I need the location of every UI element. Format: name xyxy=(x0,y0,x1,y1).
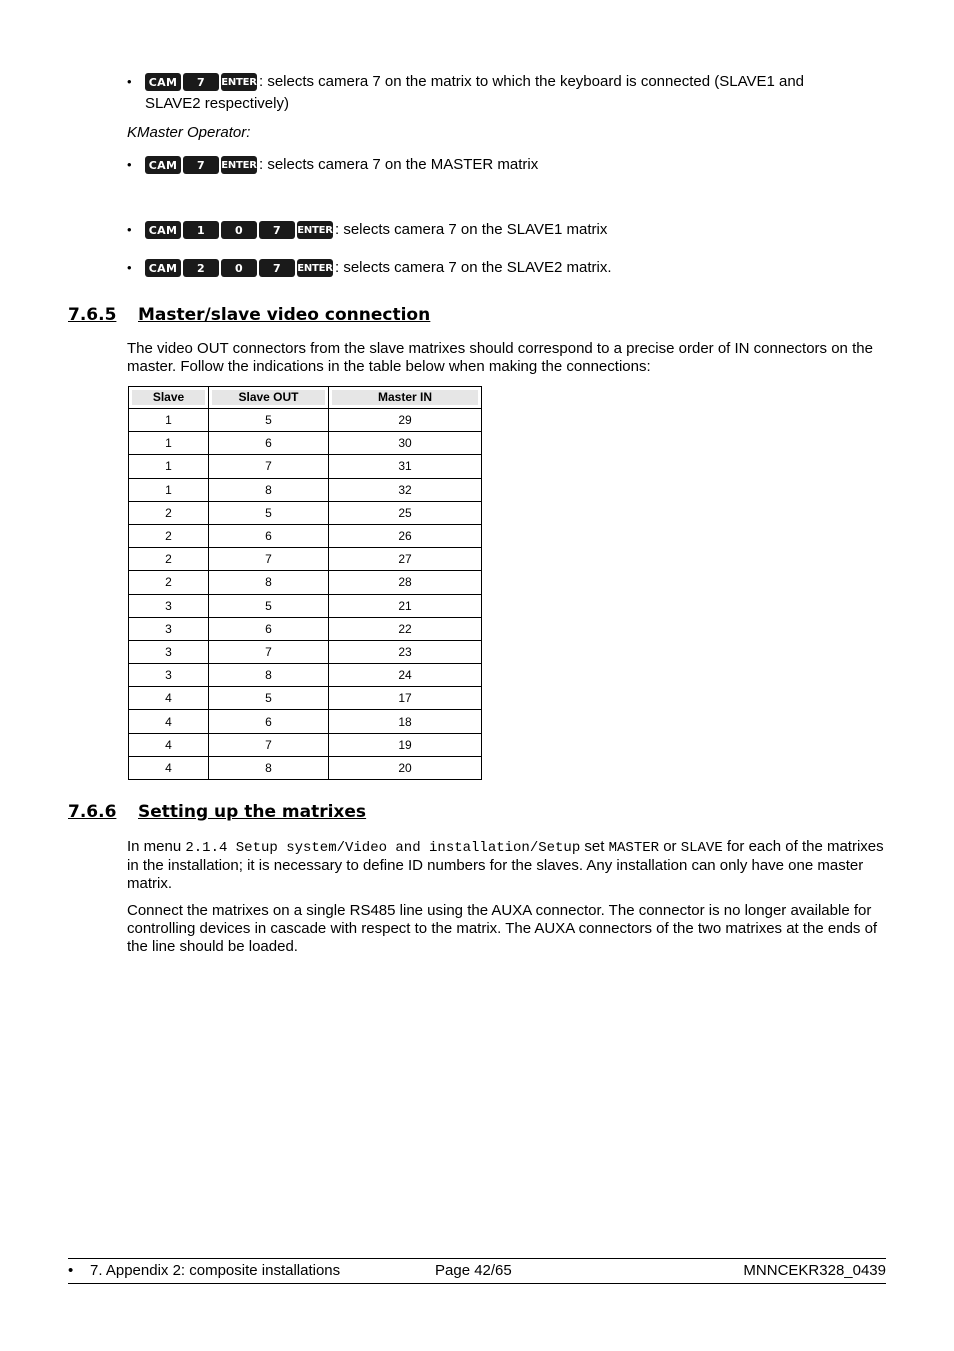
key-cam: CAM xyxy=(145,259,181,277)
table-cell: 3 xyxy=(129,640,209,663)
key-cam: CAM xyxy=(145,73,181,91)
table-row xyxy=(129,548,482,571)
section-title: Setting up the matrixes xyxy=(138,802,367,822)
section-heading xyxy=(68,305,430,325)
table-cell: 2 xyxy=(129,548,209,571)
table-cell: 31 xyxy=(329,455,482,478)
table-row xyxy=(129,501,482,524)
table-cell: 6 xyxy=(209,432,329,455)
table-cell: 8 xyxy=(209,664,329,687)
table-cell: 25 xyxy=(329,501,482,524)
key-2: 2 xyxy=(183,259,219,277)
table-cell: 7 xyxy=(209,733,329,756)
section-paragraph xyxy=(127,838,887,893)
bullet-item xyxy=(127,257,612,279)
table-cell: 1 xyxy=(129,409,209,432)
table-cell: 2 xyxy=(129,571,209,594)
bullet-text: : selects camera 7 on the matrix to which the keyboard is connected (SLAVE1 and xyxy=(259,73,805,90)
key-enter: ENTER xyxy=(297,221,333,239)
bullet-item xyxy=(127,219,607,241)
table-cell: 24 xyxy=(329,664,482,687)
value-master: MASTER xyxy=(608,840,660,856)
section-number: 7.6.5 xyxy=(68,305,117,325)
key-enter: ENTER xyxy=(221,73,257,91)
table-cell: 6 xyxy=(209,524,329,547)
table-cell: 27 xyxy=(329,548,482,571)
table-cell: 32 xyxy=(329,478,482,501)
footer-chapter: 7. Appendix 2: composite installations xyxy=(90,1262,341,1279)
bullet-text-cont: SLAVE2 respectively) xyxy=(145,95,289,112)
table-cell: 6 xyxy=(209,710,329,733)
table-cell: 7 xyxy=(209,640,329,663)
key-7: 7 xyxy=(259,259,295,277)
table-cell: 7 xyxy=(209,455,329,478)
table-row xyxy=(129,594,482,617)
section-paragraph: Connect the matrixes on a single RS485 line using the AUXA connector. The connector is no longer available for controlling devices in cascade with respect to the matrix. The AUXA connectors of the two matrixes at the ends of the line should be loaded. xyxy=(127,902,878,955)
table-row xyxy=(129,664,482,687)
table-cell: 4 xyxy=(129,756,209,779)
bullet-text: : selects camera 7 on the SLAVE1 matrix xyxy=(335,221,608,238)
text-run: In menu xyxy=(127,838,186,855)
table-cell: 1 xyxy=(129,455,209,478)
bullet-item xyxy=(127,154,538,176)
page-footer xyxy=(68,1258,886,1284)
table-row xyxy=(129,524,482,547)
table-cell: 26 xyxy=(329,524,482,547)
key-sequence xyxy=(145,156,257,174)
footer-page: Page 42/65 xyxy=(435,1262,512,1279)
table-cell: 22 xyxy=(329,617,482,640)
table-cell: 1 xyxy=(129,432,209,455)
table-row xyxy=(129,710,482,733)
table-cell: 19 xyxy=(329,733,482,756)
table-cell: 8 xyxy=(209,478,329,501)
table-cell: 29 xyxy=(329,409,482,432)
bullet-text: : selects camera 7 on the MASTER matrix xyxy=(259,156,539,173)
table-header: Master IN xyxy=(329,387,482,409)
bullet-dot: • xyxy=(127,222,132,237)
value-slave: SLAVE xyxy=(680,840,723,856)
section-number: 7.6.6 xyxy=(68,802,117,822)
table-row xyxy=(129,617,482,640)
text-run: or xyxy=(659,838,681,855)
table-cell: 2 xyxy=(129,524,209,547)
key-enter: ENTER xyxy=(297,259,333,277)
menu-path: 2.1.4 Setup system/Video and installation/Setup xyxy=(185,840,581,856)
section-paragraph: The video OUT connectors from the slave matrixes should correspond to a precise order of IN connectors on the master. Follow the indications in the table below when making the connections: xyxy=(127,340,873,375)
kmaster-label: KMaster Operator: xyxy=(127,124,251,141)
table-row xyxy=(129,432,482,455)
connection-table xyxy=(128,386,482,780)
table-cell: 20 xyxy=(329,756,482,779)
table-cell: 2 xyxy=(129,501,209,524)
table-cell: 7 xyxy=(209,548,329,571)
table-cell: 23 xyxy=(329,640,482,663)
text-run: set xyxy=(580,838,609,855)
table-row xyxy=(129,478,482,501)
table-cell: 3 xyxy=(129,617,209,640)
key-0: 0 xyxy=(221,259,257,277)
table-cell: 5 xyxy=(209,501,329,524)
footer-bullet: • xyxy=(68,1262,74,1279)
table-cell: 18 xyxy=(329,710,482,733)
section-heading xyxy=(68,802,366,822)
table-row xyxy=(129,733,482,756)
table-cell: 5 xyxy=(209,687,329,710)
table-row xyxy=(129,571,482,594)
table-row xyxy=(129,756,482,779)
bullet-dot: • xyxy=(127,157,132,172)
key-sequence xyxy=(145,259,333,277)
section-title: Master/slave video connection xyxy=(138,305,431,325)
key-sequence xyxy=(145,73,257,91)
key-7: 7 xyxy=(259,221,295,239)
table-cell: 5 xyxy=(209,594,329,617)
bullet-dot: • xyxy=(127,260,132,275)
key-cam: CAM xyxy=(145,221,181,239)
key-sequence xyxy=(145,221,333,239)
table-cell: 6 xyxy=(209,617,329,640)
table-header: Slave xyxy=(129,387,209,409)
table-header-row xyxy=(129,387,482,409)
key-0: 0 xyxy=(221,221,257,239)
table-cell: 4 xyxy=(129,687,209,710)
table-cell: 17 xyxy=(329,687,482,710)
key-cam: CAM xyxy=(145,156,181,174)
table-row xyxy=(129,409,482,432)
table-cell: 8 xyxy=(209,571,329,594)
table-cell: 4 xyxy=(129,733,209,756)
table-header: Slave OUT xyxy=(209,387,329,409)
text-run: for each of the matrixes in the installation; it is necessary to define ID numbers for the slaves. Any installation can only have one master matrix. xyxy=(127,838,884,892)
table-cell: 30 xyxy=(329,432,482,455)
key-enter: ENTER xyxy=(221,156,257,174)
table-cell: 4 xyxy=(129,710,209,733)
table-cell: 3 xyxy=(129,594,209,617)
table-row xyxy=(129,687,482,710)
bullet-item xyxy=(127,71,804,115)
table-row xyxy=(129,455,482,478)
table-cell: 21 xyxy=(329,594,482,617)
key-7: 7 xyxy=(183,156,219,174)
table-cell: 8 xyxy=(209,756,329,779)
table-row xyxy=(129,640,482,663)
key-1: 1 xyxy=(183,221,219,239)
footer-doc-code: MNNCEKR328_0439 xyxy=(743,1262,886,1279)
bullet-text: : selects camera 7 on the SLAVE2 matrix. xyxy=(335,259,612,276)
table-cell: 3 xyxy=(129,664,209,687)
table-cell: 1 xyxy=(129,478,209,501)
bullet-dot: • xyxy=(127,74,132,89)
table-cell: 5 xyxy=(209,409,329,432)
table-cell: 28 xyxy=(329,571,482,594)
key-7: 7 xyxy=(183,73,219,91)
